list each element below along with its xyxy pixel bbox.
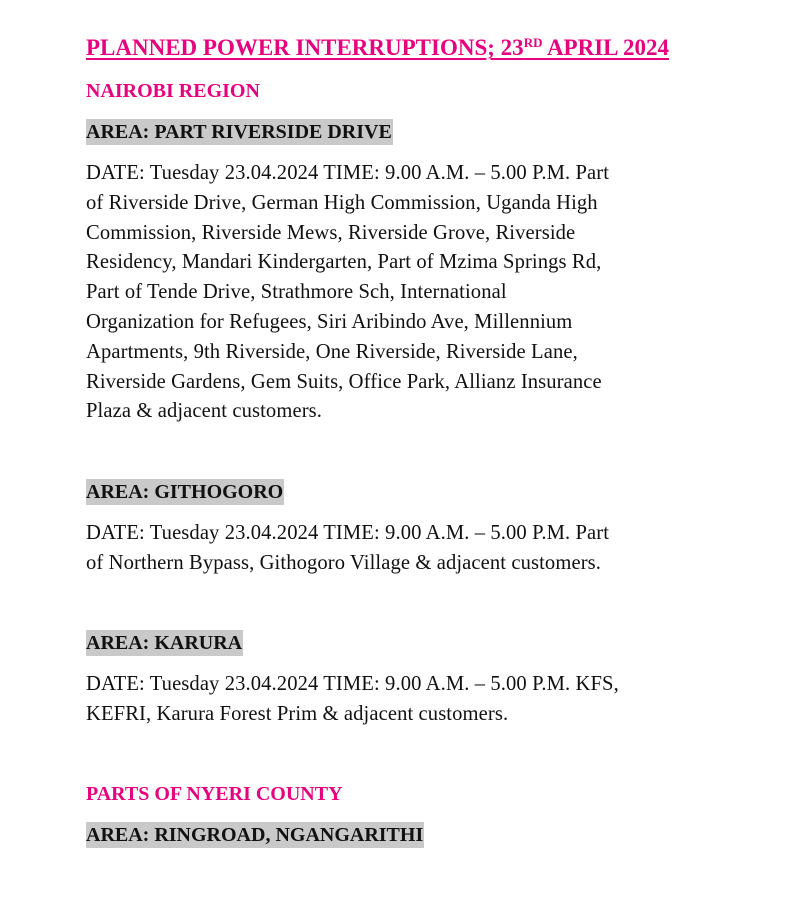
title-superscript: RD: [523, 35, 543, 50]
detail-line: Riverside Gardens, Gem Suits, Office Park, Allianz Insurance: [86, 370, 602, 393]
detail-line: Commission, Riverside Mews, Riverside Grove, Riverside: [86, 221, 576, 244]
area-heading-githogoro: AREA: GITHOGORO: [86, 481, 284, 503]
detail-line: Residency, Mandari Kindergarten, Part of Mzima Springs Rd,: [86, 251, 602, 274]
detail-line: DATE: Tuesday 23.04.2024 TIME: 9.00 A.M. – 5.00 P.M. Part: [86, 522, 610, 544]
region-heading-nairobi: NAIROBI REGION: [86, 80, 260, 102]
area-details-riverside: [86, 159, 609, 427]
detail-line: DATE: Tuesday 23.04.2024 TIME: 9.00 A.M. – 5.00 P.M. Part: [86, 162, 610, 184]
area-heading-riverside: AREA: PART RIVERSIDE DRIVE: [86, 121, 392, 143]
detail-line: Part of Tende Drive, Strathmore Sch, International: [86, 281, 507, 304]
area-details-githogoro: [86, 519, 609, 579]
detail-line: Plaza & adjacent customers.: [86, 400, 323, 423]
detail-line: Apartments, 9th Riverside, One Riverside, Riverside Lane,: [86, 340, 578, 363]
detail-line: DATE: Tuesday 23.04.2024 TIME: 9.00 A.M. – 5.00 P.M. KFS,: [86, 673, 619, 695]
detail-line: of Northern Bypass, Githogoro Village & adjacent customers.: [86, 551, 602, 574]
area-heading-karura: AREA: KARURA: [86, 632, 243, 654]
area-details-karura: [86, 670, 619, 730]
detail-line: KEFRI, Karura Forest Prim & adjacent customers.: [86, 702, 509, 725]
title-text: PLANNED POWER INTERRUPTIONS; 23: [86, 35, 524, 60]
detail-line: Organization for Refugees, Siri Aribindo Ave, Millennium: [86, 310, 573, 333]
region-heading-nyeri: PARTS OF NYERI COUNTY: [86, 783, 343, 805]
area-heading-ringroad: AREA: RINGROAD, NGANGARITHI: [86, 824, 424, 846]
title-date-suffix: APRIL 2024: [542, 35, 669, 60]
page-title: [86, 33, 669, 66]
detail-line: of Riverside Drive, German High Commission, Uganda High: [86, 191, 598, 214]
